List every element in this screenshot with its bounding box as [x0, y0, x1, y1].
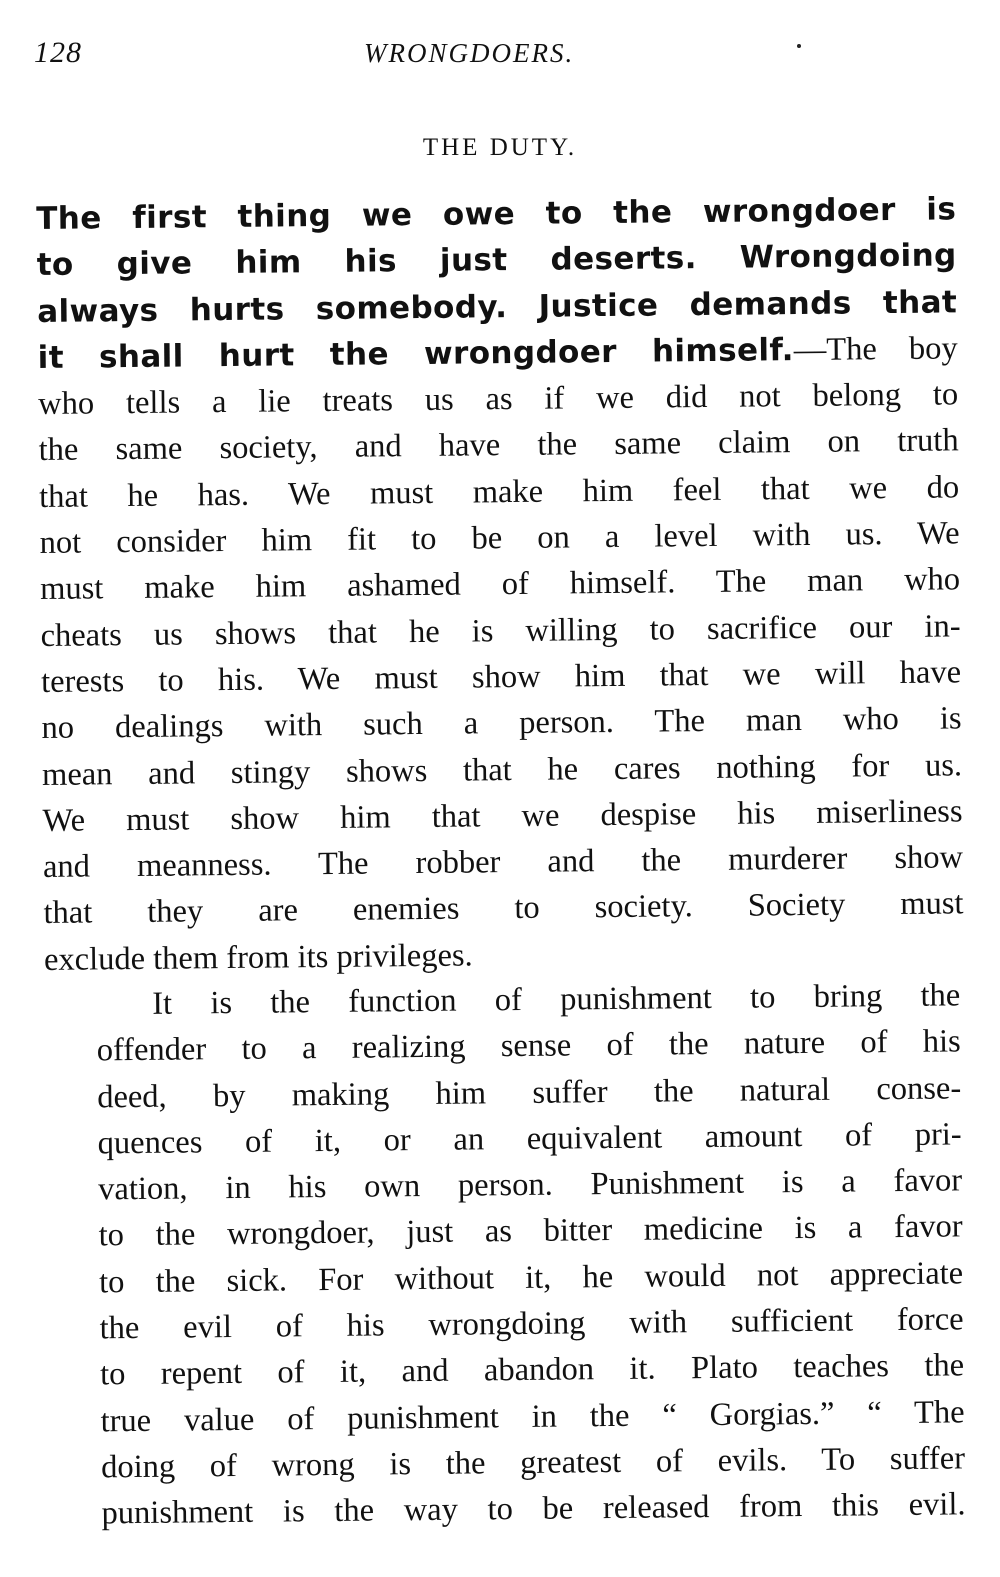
- text-line: that they are enemies to society. Society must: [43, 885, 964, 932]
- body-start: —The boy: [793, 330, 958, 368]
- text-line: true value of punishment in the “ Gorgias.” “ The: [100, 1394, 965, 1440]
- text-line: the evil of his wrongdoing with sufficient force: [99, 1301, 964, 1347]
- lead-line: to give him his just deserts. Wrongdoing: [36, 237, 957, 284]
- text-line: must make him ashamed of himself. The man who: [39, 561, 961, 608]
- paragraph-1: [36, 186, 964, 983]
- running-title: WRONGDOERS.: [364, 38, 575, 68]
- text-line: It is the function of punishment to bring the: [152, 977, 961, 1022]
- text-line: to the sick. For without it, he would not appreciate: [98, 1255, 964, 1301]
- section-heading: THE DUTY.: [422, 134, 578, 161]
- text-line: no dealings with such a person. The man who is: [41, 700, 962, 747]
- text-line: mean and stingy shows that he cares nothing for us.: [41, 746, 963, 793]
- text-line: not consider him fit to be on a level with us. We: [39, 515, 960, 562]
- text-line: exclude them from its privileges.: [43, 937, 473, 978]
- text-line: quences of it, or an equivalent amount of pri-: [97, 1116, 962, 1162]
- text-line: that he has. We must make him feel that we do: [38, 469, 960, 515]
- text-line: vation, in his own person. Punishment is a favor: [97, 1162, 963, 1208]
- text-line: deed, by making him suffer the natural conse-: [97, 1069, 962, 1115]
- text-line: and meanness. The robber and the murderer show: [42, 839, 964, 886]
- text-line: cheats us shows that he is willing to sacrifice our in-: [40, 608, 961, 654]
- text-line: terests to his. We must show him that we will have: [40, 654, 962, 700]
- page-number: 128: [34, 36, 82, 69]
- text-line: doing of wrong is the greatest of evils. To suffer: [100, 1440, 966, 1486]
- text-line: the same society, and have the same claim on truth: [38, 422, 959, 469]
- lead-line: always hurts somebody. Justice demands that: [37, 283, 958, 330]
- print-speck: [797, 44, 801, 48]
- lead-line: The first thing we owe to the wrongdoer is: [36, 191, 957, 237]
- text-line: to the wrongdoer, just as bitter medicine is a favor: [98, 1208, 963, 1254]
- text-line: punishment is the way to be released from this evil.: [101, 1486, 966, 1532]
- lead-tail: it shall hurt the wrongdoer himself.: [37, 331, 795, 376]
- paragraph-2: [40, 972, 966, 1537]
- text-line: We must show him that we despise his miserliness: [42, 793, 963, 839]
- running-head: [34, 36, 964, 76]
- text-line: to repent of it, and abandon it. Plato teaches the: [99, 1347, 965, 1393]
- text-line: offender to a realizing sense of the nature of his: [96, 1023, 961, 1069]
- text-line: who tells a lie treats us as if we did not belong to: [37, 376, 959, 423]
